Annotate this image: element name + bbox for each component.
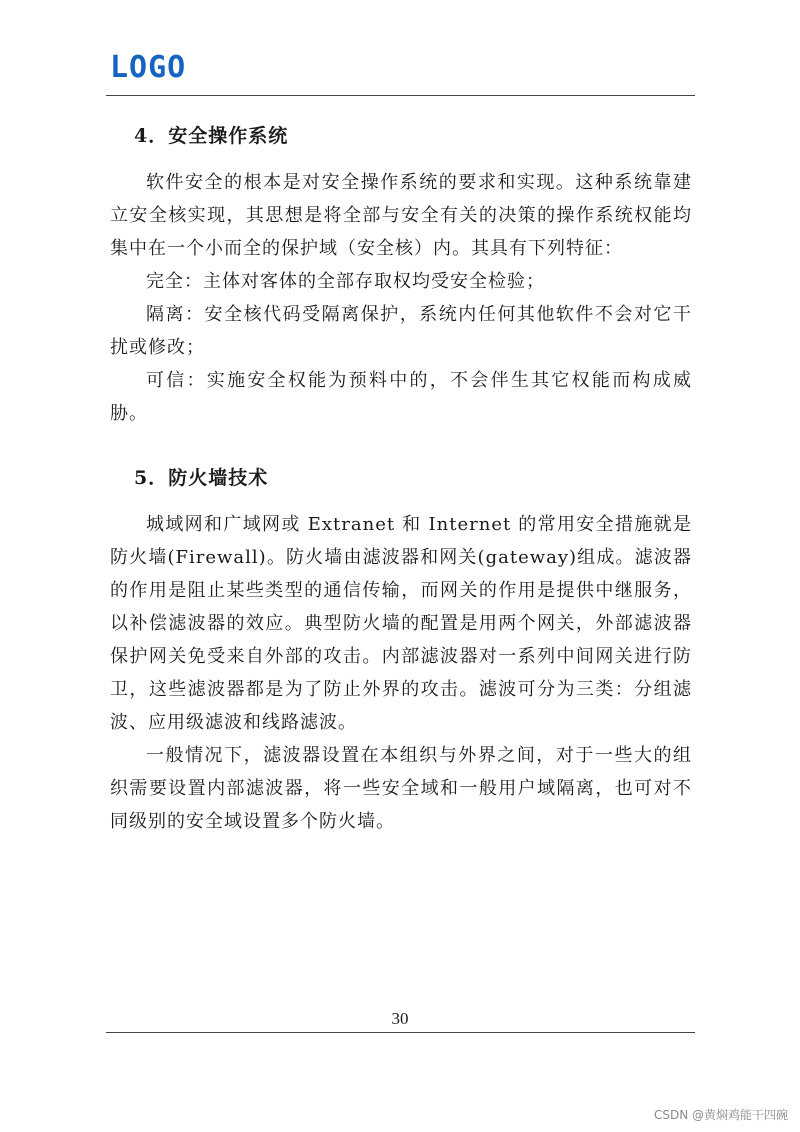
feature-trust-paragraph: 可信：实施安全权能为预料中的，不会伴生其它权能而构成威胁。: [110, 370, 692, 424]
firewall-deployment-paragraph: 一般情况下，滤波器设置在本组织与外界之间，对于一些大的组织需要设置内部滤波器，将一些安全域和一般用户域隔离，也可对不同级别的安全域设置多个防火墙。: [110, 745, 692, 832]
section-heading-4: 4．安全操作系统: [134, 125, 289, 147]
footer-divider: [106, 1032, 695, 1033]
page-number: 30: [391, 1009, 409, 1028]
feature-completeness-paragraph: 完全：主体对客体的全部存取权均受安全检验；: [146, 271, 545, 292]
header-divider: [106, 95, 695, 96]
firewall-intro-paragraph: 城域网和广域网或 Extranet 和 Internet 的常用安全措施就是防火墙(Firewall)。防火墙由滤波器和网关(gateway)组成。滤波器的作用是阻止某些类型的通信传输，而网关的作用是提供中继服务，以补偿滤波器的效应。典型防火墙的配置是用两个网关，外部滤波器保护网关免受来自外部的攻击。内部滤波器对一系列中间网关进行防卫，这些滤波器都是为了防止外界的攻击。滤波可分为三类：分组滤波、应用级滤波和线路滤波。: [110, 514, 692, 733]
feature-isolation-paragraph: 隔离：安全核代码受隔离保护，系统内任何其他软件不会对它干扰或修改；: [110, 304, 692, 358]
page-content: [110, 108, 692, 838]
watermark: CSDN @黄焖鸡能干四碗: [653, 1108, 788, 1122]
logo: LOGO: [110, 50, 187, 85]
section-4-intro-paragraph: 软件安全的根本是对安全操作系统的要求和实现。这种系统靠建立安全核实现，其思想是将全部与安全有关的决策的操作系统权能均集中在一个小而全的保护域（安全核）内。其具有下列特征：: [110, 172, 692, 259]
section-heading-5: 5．防火墙技术: [134, 467, 269, 489]
